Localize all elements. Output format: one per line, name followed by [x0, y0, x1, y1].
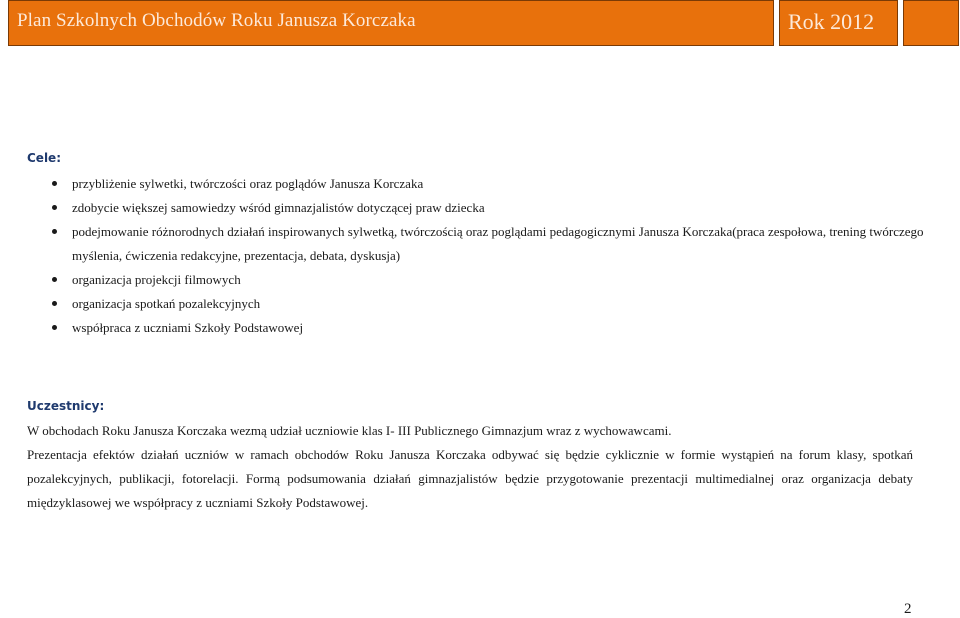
list-item	[50, 172, 930, 196]
header-title: Plan Szkolnych Obchodów Roku Janusza Korczaka	[17, 10, 416, 31]
list-item	[50, 220, 930, 268]
header-year: Rok 2012	[788, 9, 875, 34]
participants-heading: Uczestnicy:	[27, 399, 105, 413]
bullet-icon	[52, 229, 57, 234]
list-item	[50, 196, 930, 220]
bullet-icon	[52, 181, 57, 186]
goals-heading: Cele:	[27, 151, 61, 165]
header-year-box	[779, 0, 898, 46]
list-item-text: współpraca z uczniami Szkoły Podstawowej	[72, 320, 304, 335]
list-item	[50, 316, 930, 340]
list-item-text: przybliżenie sylwetki, twórczości oraz poglądów Janusza Korczaka	[72, 176, 424, 191]
bullet-icon	[52, 205, 57, 210]
list-item	[50, 268, 930, 292]
bullet-icon	[52, 325, 57, 330]
bullet-icon	[52, 301, 57, 306]
participants-paragraph-2: Prezentacja efektów działań uczniów w ramach obchodów Roku Janusza Korczaka odbywać się będzie cyklicznie w formie wystąpień na forum klasy, spotkań pozalekcyjnych, publikacji, fotorelacji. Formą podsumowania działań gimnazjalistów będzie przygotowanie prezentacji multimedialnej oraz organizacja debaty międzyklasowej we współpracy z uczniami Szkoły Podstawowej.	[27, 447, 913, 510]
list-item-text: organizacja spotkań pozalekcyjnych	[72, 296, 261, 311]
list-item-text: organizacja projekcji filmowych	[72, 272, 241, 287]
goals-list	[50, 172, 930, 340]
header-corner-box	[903, 0, 959, 46]
participants-paragraph-1: W obchodach Roku Janusza Korczaka wezmą udział uczniowie klas I- III Publicznego Gimnazjum wraz z wychowawcami.	[27, 423, 672, 438]
page-header	[8, 0, 955, 46]
list-item	[50, 292, 930, 316]
list-item-text: podejmowanie różnorodnych działań inspirowanych sylwetką, twórczością oraz poglądami pedagogicznymi Janusza Korczaka(praca zespołowa, trening twórczego myślenia, ćwiczenia redakcyjne, prezentacja, debata, dyskusja)	[72, 224, 924, 263]
header-title-box	[8, 0, 774, 46]
bullet-icon	[52, 277, 57, 282]
page-number: 2	[904, 601, 912, 617]
list-item-text: zdobycie większej samowiedzy wśród gimnazjalistów dotyczącej praw dziecka	[72, 200, 485, 215]
